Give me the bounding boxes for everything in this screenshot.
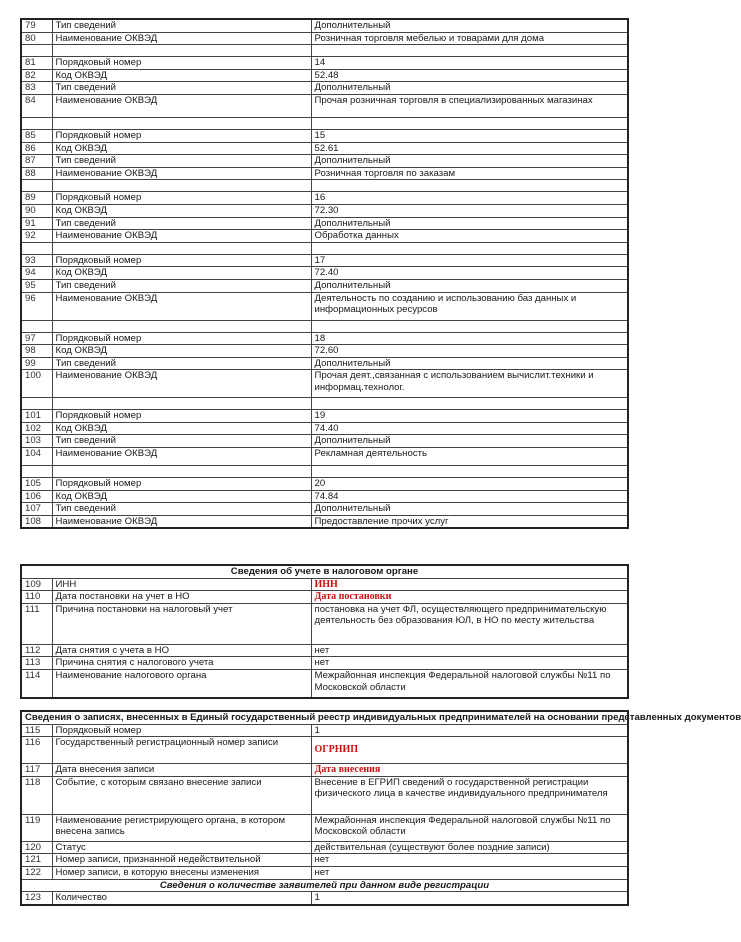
- table-row: [21, 644, 628, 657]
- table-row: [21, 435, 628, 448]
- field-label: Дата постановки на учет в НО: [52, 591, 311, 604]
- row-number: 106: [21, 490, 52, 503]
- field-value: Внесение в ЕГРИП сведений о государственной регистрации физического лица в качестве индивидуального предпринимателя: [311, 776, 628, 814]
- row-number: 121: [21, 854, 52, 867]
- row-number: 96: [21, 292, 52, 320]
- field-label: Код ОКВЭД: [52, 490, 311, 503]
- field-label: Наименование ОКВЭД: [52, 230, 311, 243]
- field-label: Наименование ОКВЭД: [52, 94, 311, 117]
- field-value: Межрайонная инспекция Федеральной налоговой службы №11 по Московской области: [311, 814, 628, 841]
- field-label: Порядковый номер: [52, 192, 311, 205]
- field-label: Тип сведений: [52, 217, 311, 230]
- section-header: [21, 565, 628, 578]
- field-value: Дополнительный: [311, 217, 628, 230]
- field-label: ИНН: [52, 578, 311, 591]
- field-value: 52.48: [311, 69, 628, 82]
- row-number: 115: [21, 724, 52, 737]
- field-label: Тип сведений: [52, 435, 311, 448]
- table-spacer: [21, 117, 628, 129]
- row-number: 111: [21, 603, 52, 644]
- table-row: [21, 478, 628, 491]
- field-label: Наименование налогового органа: [52, 669, 311, 698]
- row-number: 80: [21, 32, 52, 45]
- field-label: Тип сведений: [52, 19, 311, 32]
- section-header: [21, 711, 628, 724]
- field-label: Тип сведений: [52, 357, 311, 370]
- table-row: [21, 669, 628, 698]
- table-row: [21, 578, 628, 591]
- table-row: [21, 192, 628, 205]
- row-number: 112: [21, 644, 52, 657]
- row-number: 92: [21, 230, 52, 243]
- table-row: [21, 82, 628, 95]
- field-label: Порядковый номер: [52, 478, 311, 491]
- field-value: 1: [311, 892, 628, 905]
- field-value: Дополнительный: [311, 19, 628, 32]
- row-number: 119: [21, 814, 52, 841]
- field-value: нет: [311, 644, 628, 657]
- row-number: 88: [21, 167, 52, 180]
- table-row: [21, 69, 628, 82]
- field-value: Прочая розничная торговля в специализированных магазинах: [311, 94, 628, 117]
- row-number: 118: [21, 776, 52, 814]
- table-row: [21, 167, 628, 180]
- table-spacer: [21, 45, 628, 57]
- field-label: Наименование ОКВЭД: [52, 448, 311, 466]
- table-row: [21, 230, 628, 243]
- table-row: [21, 490, 628, 503]
- field-label: Порядковый номер: [52, 332, 311, 345]
- row-number: 94: [21, 267, 52, 280]
- row-number: 116: [21, 737, 52, 764]
- table-row: [21, 142, 628, 155]
- field-value: 72.60: [311, 345, 628, 358]
- table-row: [21, 19, 628, 32]
- row-number: 122: [21, 866, 52, 879]
- field-label: Дата снятия с учета в НО: [52, 644, 311, 657]
- row-number: 102: [21, 422, 52, 435]
- row-number: 90: [21, 204, 52, 217]
- field-value: Дополнительный: [311, 435, 628, 448]
- field-value: нет: [311, 866, 628, 879]
- row-number: 79: [21, 19, 52, 32]
- field-label: Тип сведений: [52, 155, 311, 168]
- field-value: 74.84: [311, 490, 628, 503]
- table-row: [21, 448, 628, 466]
- field-value: Рекламная деятельность: [311, 448, 628, 466]
- row-number: 87: [21, 155, 52, 168]
- field-label: Событие, с которым связано внесение записи: [52, 776, 311, 814]
- table-row: [21, 814, 628, 841]
- field-label: Количество: [52, 892, 311, 905]
- field-label: Порядковый номер: [52, 254, 311, 267]
- table-row: [21, 422, 628, 435]
- table-row: [21, 603, 628, 644]
- table-row: [21, 32, 628, 45]
- row-number: 109: [21, 578, 52, 591]
- field-value: 15: [311, 129, 628, 142]
- table-row: [21, 254, 628, 267]
- table-row: [21, 267, 628, 280]
- field-label: Номер записи, в которую внесены изменения: [52, 866, 311, 879]
- section-title: Сведения о записях, внесенных в Единый государственный реестр индивидуальных предпринимателей на основании представленных документов: [21, 711, 628, 724]
- field-label: Тип сведений: [52, 82, 311, 95]
- field-value: Прочая деят.,связанная с использованием вычислит.техники и информац.технолог.: [311, 370, 628, 398]
- field-value: Деятельность по созданию и использованию баз данных и информационных ресурсов: [311, 292, 628, 320]
- okved-table: [20, 18, 629, 529]
- table-row: [21, 370, 628, 398]
- row-number: 99: [21, 357, 52, 370]
- table-row: [21, 410, 628, 423]
- row-number: 98: [21, 345, 52, 358]
- field-value: 1: [311, 724, 628, 737]
- field-value: 72.30: [311, 204, 628, 217]
- field-value: Дополнительный: [311, 82, 628, 95]
- row-number: 89: [21, 192, 52, 205]
- table-row: [21, 737, 628, 764]
- field-value: Розничная торговля по заказам: [311, 167, 628, 180]
- table-row: [21, 155, 628, 168]
- field-value: 16: [311, 192, 628, 205]
- field-label: Наименование ОКВЭД: [52, 32, 311, 45]
- field-value: 74.40: [311, 422, 628, 435]
- field-label: Причина постановки на налоговый учет: [52, 603, 311, 644]
- field-label: Государственный регистрационный номер записи: [52, 737, 311, 764]
- section-subheader: [21, 879, 628, 892]
- table-row: [21, 776, 628, 814]
- field-value: Дополнительный: [311, 503, 628, 516]
- field-label: Код ОКВЭД: [52, 204, 311, 217]
- row-number: 113: [21, 657, 52, 670]
- table-row: [21, 841, 628, 854]
- field-value: Розничная торговля мебелью и товарами для дома: [311, 32, 628, 45]
- table-row: [21, 764, 628, 777]
- field-value: нет: [311, 854, 628, 867]
- row-number: 123: [21, 892, 52, 905]
- field-label: Наименование ОКВЭД: [52, 515, 311, 528]
- field-label: Код ОКВЭД: [52, 69, 311, 82]
- row-number: 107: [21, 503, 52, 516]
- row-number: 82: [21, 69, 52, 82]
- field-value: Обработка данных: [311, 230, 628, 243]
- row-number: 95: [21, 279, 52, 292]
- field-value: Межрайонная инспекция Федеральной налоговой службы №11 по Московской области: [311, 669, 628, 698]
- row-number: 108: [21, 515, 52, 528]
- egrip-records-table: [20, 710, 741, 906]
- row-number: 93: [21, 254, 52, 267]
- table-row: [21, 503, 628, 516]
- table-row: [21, 657, 628, 670]
- field-value: нет: [311, 657, 628, 670]
- table-spacer: [21, 180, 628, 192]
- field-label: Причина снятия с налогового учета: [52, 657, 311, 670]
- row-number: 120: [21, 841, 52, 854]
- table-row: [21, 292, 628, 320]
- field-label: Номер записи, признанной недействительной: [52, 854, 311, 867]
- field-value: 14: [311, 57, 628, 70]
- field-value: 20: [311, 478, 628, 491]
- row-number: 85: [21, 129, 52, 142]
- row-number: 91: [21, 217, 52, 230]
- field-value: Дополнительный: [311, 357, 628, 370]
- section-subtitle: Сведения о количестве заявителей при данном виде регистрации: [21, 879, 628, 892]
- table-spacer: [21, 466, 628, 478]
- row-number: 86: [21, 142, 52, 155]
- table-row: [21, 332, 628, 345]
- field-label: Порядковый номер: [52, 410, 311, 423]
- table-row: [21, 94, 628, 117]
- field-label: Тип сведений: [52, 503, 311, 516]
- field-value: Дополнительный: [311, 155, 628, 168]
- field-value: Дополнительный: [311, 279, 628, 292]
- field-value: Дата постановки: [311, 591, 628, 604]
- row-number: 83: [21, 82, 52, 95]
- row-number: 84: [21, 94, 52, 117]
- row-number: 110: [21, 591, 52, 604]
- field-value: Предоставление прочих услуг: [311, 515, 628, 528]
- row-number: 117: [21, 764, 52, 777]
- field-label: Дата внесения записи: [52, 764, 311, 777]
- field-value: ОГРНИП: [311, 737, 628, 764]
- table-row: [21, 204, 628, 217]
- field-label: Код ОКВЭД: [52, 422, 311, 435]
- table-spacer: [21, 398, 628, 410]
- row-number: 101: [21, 410, 52, 423]
- table-spacer: [21, 320, 628, 332]
- field-label: Порядковый номер: [52, 57, 311, 70]
- field-label: Код ОКВЭД: [52, 142, 311, 155]
- row-number: 81: [21, 57, 52, 70]
- field-value: 72.40: [311, 267, 628, 280]
- row-number: 104: [21, 448, 52, 466]
- field-value: 17: [311, 254, 628, 267]
- table-row: [21, 345, 628, 358]
- field-value: ИНН: [311, 578, 628, 591]
- field-label: Тип сведений: [52, 279, 311, 292]
- field-value: Дата внесения: [311, 764, 628, 777]
- row-number: 114: [21, 669, 52, 698]
- field-label: Наименование ОКВЭД: [52, 167, 311, 180]
- field-value: постановка на учет ФЛ, осуществляющего предпринимательскую деятельность без образования ЮЛ, в НО по месту жительства: [311, 603, 628, 644]
- table-row: [21, 892, 628, 905]
- table-row: [21, 357, 628, 370]
- field-value: действительная (существуют более поздние записи): [311, 841, 628, 854]
- section-title: Сведения об учете в налоговом органе: [21, 565, 628, 578]
- field-label: Наименование ОКВЭД: [52, 370, 311, 398]
- table-row: [21, 57, 628, 70]
- table-row: [21, 515, 628, 528]
- table-row: [21, 279, 628, 292]
- field-value: 52.61: [311, 142, 628, 155]
- field-label: Код ОКВЭД: [52, 345, 311, 358]
- table-row: [21, 591, 628, 604]
- field-value: 18: [311, 332, 628, 345]
- table-row: [21, 129, 628, 142]
- field-label: Наименование ОКВЭД: [52, 292, 311, 320]
- row-number: 105: [21, 478, 52, 491]
- field-label: Порядковый номер: [52, 724, 311, 737]
- table-spacer: [21, 242, 628, 254]
- table-row: [21, 724, 628, 737]
- table-row: [21, 854, 628, 867]
- field-value: 19: [311, 410, 628, 423]
- field-label: Код ОКВЭД: [52, 267, 311, 280]
- row-number: 97: [21, 332, 52, 345]
- field-label: Порядковый номер: [52, 129, 311, 142]
- field-label: Наименование регистрирующего органа, в котором внесена запись: [52, 814, 311, 841]
- table-row: [21, 217, 628, 230]
- row-number: 103: [21, 435, 52, 448]
- row-number: 100: [21, 370, 52, 398]
- tax-registration-table: [20, 564, 629, 699]
- table-row: [21, 866, 628, 879]
- field-label: Статус: [52, 841, 311, 854]
